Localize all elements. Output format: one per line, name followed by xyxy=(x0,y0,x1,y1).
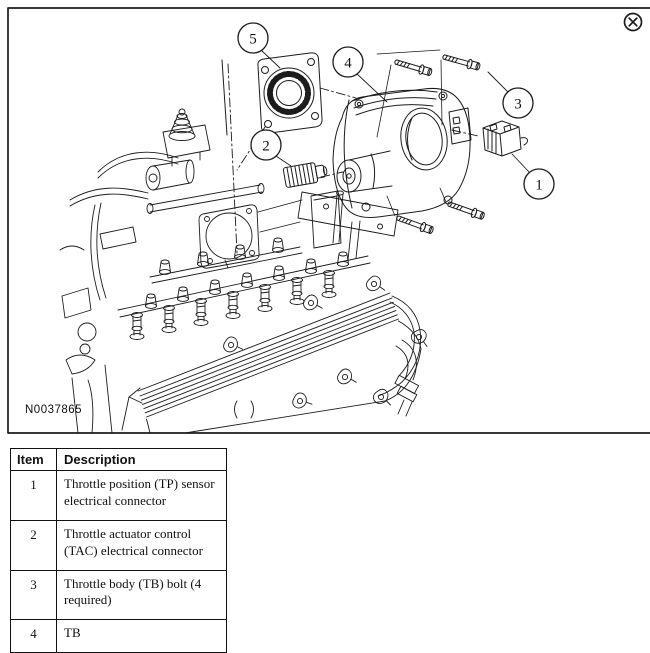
svg-text:3: 3 xyxy=(514,96,522,113)
tb-bolt xyxy=(394,57,433,77)
table-row xyxy=(11,471,227,521)
tb-bolts xyxy=(377,50,485,235)
tb-bolt xyxy=(395,213,434,235)
parts-table xyxy=(10,448,227,653)
svg-text:5: 5 xyxy=(249,31,257,48)
item-description: Throttle position (TP) sensor electrical connector xyxy=(57,471,227,521)
svg-text:2: 2 xyxy=(262,138,270,155)
table-row xyxy=(11,520,227,570)
item-number: 4 xyxy=(11,620,57,653)
figure-border xyxy=(8,8,650,433)
tp-connector xyxy=(483,121,528,156)
close-icon[interactable] xyxy=(625,14,642,31)
egr-valve xyxy=(163,109,210,166)
throttle-body xyxy=(333,88,471,217)
tb-gasket-plate xyxy=(222,53,322,135)
callout-1 xyxy=(512,154,554,199)
table-row xyxy=(11,620,227,653)
callout-3 xyxy=(488,72,533,118)
tb-bolt xyxy=(442,52,481,71)
figure-code: N0037865 xyxy=(25,404,83,416)
item-description: TB xyxy=(57,620,227,653)
item-number: 3 xyxy=(11,570,57,620)
callout-2 xyxy=(251,130,291,166)
header-description: Description xyxy=(57,449,227,471)
svg-text:1: 1 xyxy=(535,177,543,194)
tb-bolt xyxy=(446,199,485,221)
actuator-cylinder xyxy=(146,160,194,190)
item-number: 1 xyxy=(11,471,57,521)
table-header-row xyxy=(11,449,227,471)
svg-text:4: 4 xyxy=(344,55,352,72)
table-row xyxy=(11,570,227,620)
item-description: Throttle actuator control (TAC) electrical connector xyxy=(57,520,227,570)
tac-connector xyxy=(283,161,328,188)
item-number: 2 xyxy=(11,520,57,570)
item-description: Throttle body (TB) bolt (4 required) xyxy=(57,570,227,620)
header-item: Item xyxy=(11,449,57,471)
